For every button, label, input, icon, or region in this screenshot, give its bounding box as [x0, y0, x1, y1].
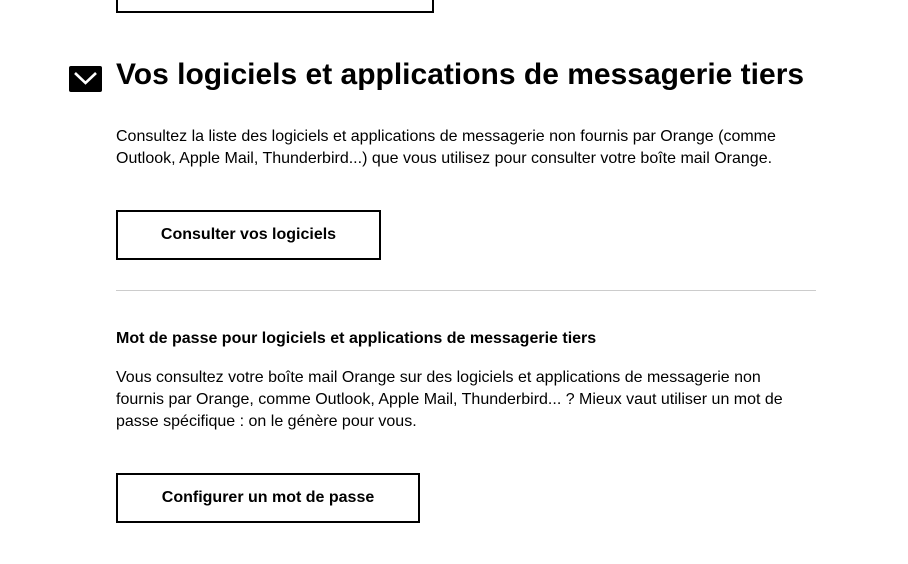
divider [116, 290, 816, 291]
password-title: Mot de passe pour logiciels et applications de messagerie tiers [116, 330, 597, 347]
section-description: Consultez la liste des logiciels et applications de messagerie non fournis par Orange (comme Outlook, Apple Mail, Thunderbird...) que vous utilisez pour consulter votre boîte mail Orange. [116, 128, 776, 167]
configure-password-button[interactable]: Configurer un mot de passe [116, 473, 420, 523]
previous-button[interactable] [116, 0, 434, 13]
consult-software-button[interactable]: Consulter vos logiciels [116, 210, 381, 260]
section-title: Vos logiciels et applications de messagerie tiers [116, 58, 805, 91]
mail-icon [69, 66, 102, 92]
password-description: Vous consultez votre boîte mail Orange sur des logiciels et applications de messagerie non fournis par Orange, comme Outlook, Apple Mail, Thunderbird... ? Mieux vaut utiliser un mot de passe spécifique : on le génère pour vous. [116, 369, 783, 430]
